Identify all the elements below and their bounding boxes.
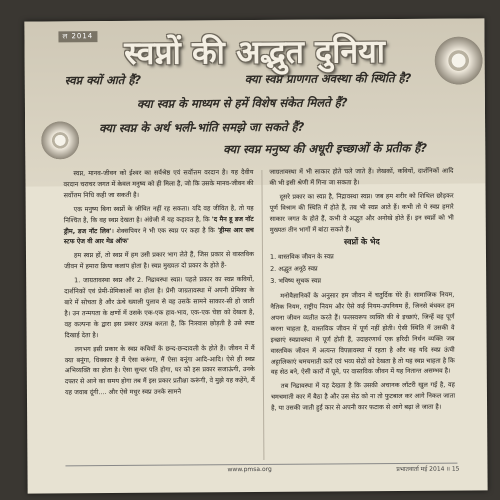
paragraph: तब निद्रावस्था में यह देखता है कि उसकी अचानक लॉटरी खुल गई है, वह चमचमाती कार में बैठा है और उस सेठ को ना तो फुटबाल कर आगे निकल जाता है, या उसकी जाती हुई कार से अपनी कार फटाक से आगे बढ़ा ले जाता है। <box>270 380 456 413</box>
paragraph: जाग्रतावस्था में भी साकार होते चले जाते हैं। लेखकों, कवियों, दार्शनिकों आदि की भी इसी श्रेणी में गिना जा सकता है। <box>269 166 454 187</box>
footer-url: www.pmsa.org <box>227 465 272 474</box>
magazine-page <box>24 18 487 493</box>
article-column-left <box>63 167 255 401</box>
paragraph: एक मनुष्य बिना स्वप्नों के जीवित नहीं रह सकता। यदि वह जीवित है, तो यह निश्चित है, कि वह स्वप्न देखता है। अंग्रेजी में यह कहावत है, कि 'द मैन हू डज नॉट ड्रीम, डज नॉट लिव'। शेक्सपियर ने भी एक स्वप्न पर कहा है कि 'ड्रीम्स आर सच स्टफ ऐज वी आर मेड ऑफ' <box>63 203 254 246</box>
article-column-right <box>269 166 455 417</box>
list-item: 3. भविष्य सूचक स्वप्न <box>270 276 322 286</box>
flower-decoration-icon <box>41 121 79 159</box>
paragraph: स्वप्न, मानव-जीवन को ईश्वर का सर्वश्रेष्ठ एवं सर्वोत्तम वरदान है। यह दैवीय वरदान चराचर जगत में केवल मनुष्य को ही मिला है, जो कि उसके मानव-जीवन की सर्वोत्तम निधि कही जा सकती है। <box>63 168 254 200</box>
page-label: ल 2014 <box>58 31 97 42</box>
types-heading: स्वप्नों के भेद <box>343 237 380 247</box>
column-divider <box>261 170 264 460</box>
quote: 'द मैन हू डज नॉट ड्रीम, डज नॉट लिव' <box>63 214 254 235</box>
list-item: 1. वास्तविक जीवन के स्वप्न <box>269 252 334 262</box>
flower-decoration-icon <box>434 36 482 84</box>
paragraph: दूसरे प्रकार का स्वप्न है, निद्रावस्था स्वप्न। जब हम शरीर को शिथिल छोड़कर पूर्ण विश्राम की स्थिति में होते हैं, तब भी स्वप्न आते हैं। कभी तो ये स्वप्न हमारे साकार जगत के होते हैं, कभी वे अद्भुत और अनोखे होते हैं। इन स्वप्नों को भी मुख्यतः तीन भागों में बांटा सकते हैं। <box>269 191 454 234</box>
paragraph: हम स्वप्न हों, तो स्वप्न में हम उसी प्रकार भाग लेते हैं, जिस प्रकार से वास्तविक जीवन में हमारा क्रिया कलाप होता है। स्वप्न मुख्यतः दो प्रकार के होते हैं- <box>64 250 255 271</box>
paragraph: लगभग इसी प्रकार के स्वप्न कवियों के छन्द-छन्दावली के होते हैं। जीवन में मैं क्या बनूंगा, धिक्कार है मैं ऐसा करूंगा, मैं ऐसा बनूंगा आदि-आदि। ऐसे ही स्वप्न अभिव्यक्ति का होता है। ऐसा सुन्दर पति होगा, घर को इस प्रकार सजाऊंगी, उनके दफ्तर से आने का समय होगा तब मैं इस प्रकार प्रतीक्षा करूंगी, वे मुझे यह कहेंगे, मैं यह जवाब दूंगी.... और ऐसे मधुर स्वप्न उनके सामने <box>64 343 255 397</box>
quote: 'ड्रीम्स आर सच स्टफ ऐज वी आर मेड ऑफ' <box>63 225 254 246</box>
question-special-signals: क्या स्वप्न के माध्यम से हमें विशेष संकेत मिलते हैं? <box>136 95 348 111</box>
paragraph: मनोवैज्ञानिकों के अनुसार हम जीवन में चतुर्दिक घेरे हैं। सामाजिक नियम, नैतिक नियम, राष्ट्रीय नियम और ऐसे कई नियम-उपनियम हैं, जिनसे बंधकर हम अपना जीवन व्यतीत करते हैं। फलस्वरूप व्यक्ति की वे इच्छाएं, जिन्हें वह पूर्ण करना चाहता है, वास्तविक जीवन में पूर्ण नहीं होती। ऐसी स्थिति में उसकी वे इच्छाएं स्वप्नावस्था में पूर्ण होती हैं, उदाहरणार्थ एक हरिदी निर्धन व्यक्ति जब वास्तविक जीवन में अत्यन्त विपन्नावस्था में रहता है और वह यदि स्वप्न ऊंची अट्टालिकाएं चमचमाती कारें एवं भव्य सेठों को देखता है तो यह स्वप्न चाहता है कि वह सेठ बने, ऐसी कारों में घूमे, पर वास्तविक जीवन में यह नितान्त असम्भव है। <box>270 290 455 377</box>
footer-magazine: प्रभातवार्ता मई 2014 ॥ 15 <box>396 465 460 474</box>
question-unfulfilled-desires: क्या स्वप्न मनुष्य की अधूरी इच्छाओं के प्रतीक हैं? <box>223 140 428 157</box>
question-dream-state: क्या स्वप्न प्राणगत अवस्था की स्थिति है? <box>244 70 412 87</box>
question-why-dreams: स्वप्न क्यों आते हैं? <box>64 72 142 88</box>
list-item: 2. अद्भुत अनूठे स्वप्न <box>270 264 318 274</box>
article-title: स्वप्नों की अद्भुत दुनिया <box>124 32 386 72</box>
paragraph: 1. जाग्रतावस्था स्वप्न और 2. निद्रावस्था स्वप्न। पहले प्रकार का स्वप्न कवियों, दार्शनिकों एवं प्रेमी-प्रेमिकाओं का होता है। प्रेमी जाग्रतावस्था में अपनी प्रेमिका के बारे में सोचता है और ऊंचे ख्याली पुलाव से वह उसके सामने साकार-सी हो जाती है। उन तन्मयता के क्षणों में उसके एक-एक हाव-भाव, एक-एक चेष्टा को देखता है, वह कल्पना के द्वारा इस प्रकार उत्पन्न करता है, कि निःस्वास छोड़ती है उसे स्पष्ट दिखाई देता है। <box>64 275 255 340</box>
dream-types-list <box>270 251 454 287</box>
question-meaning: क्या स्वप्न के अर्थ भली-भांति समझे जा सकते हैं? <box>99 119 305 136</box>
